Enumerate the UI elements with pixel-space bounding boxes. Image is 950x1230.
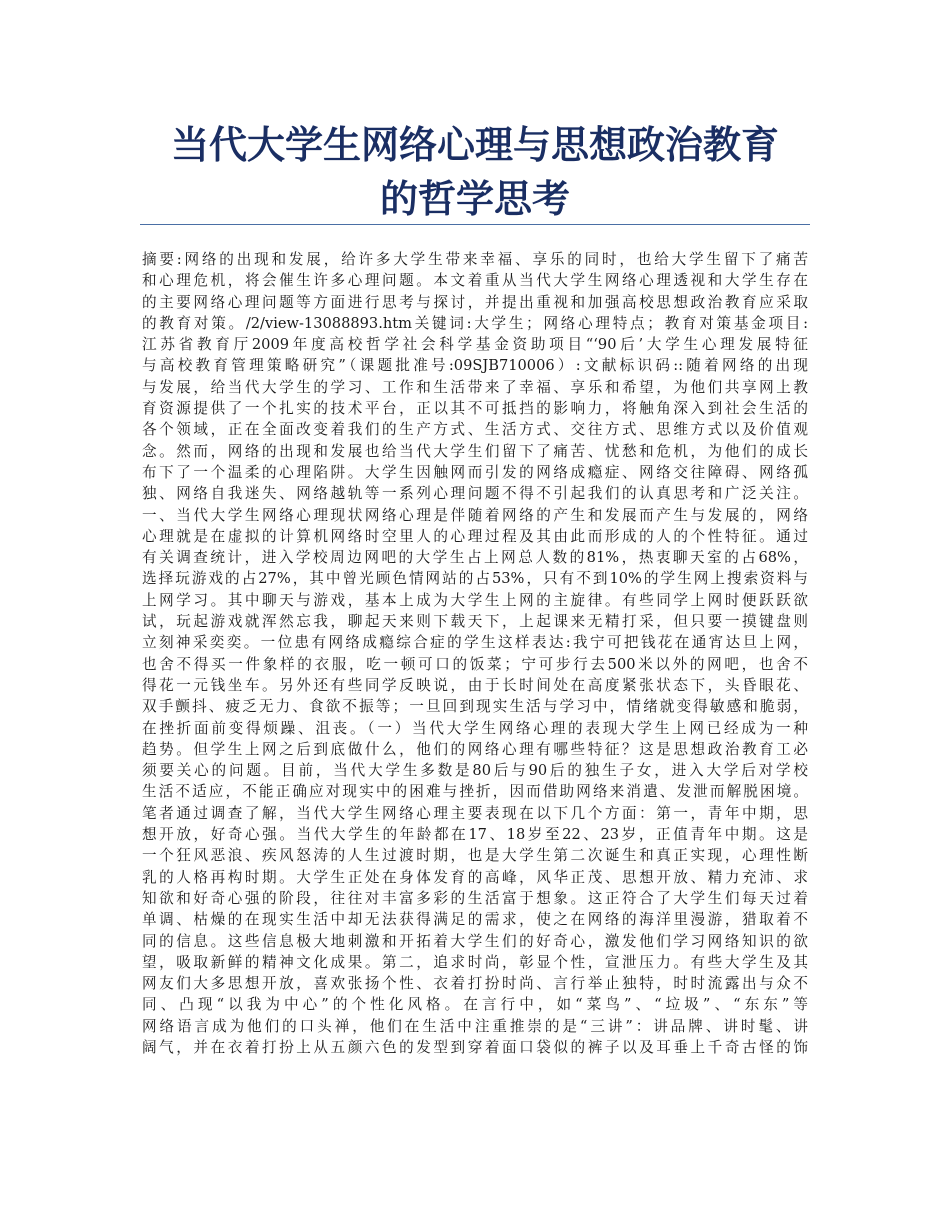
body-line: 上网学习。其中聊天与游戏，基本上成为大学生上网的主旋律。有些同学上网时便跃跃欲 bbox=[142, 591, 808, 609]
title-line-1: 当代大学生网络心理与思想政治教育 bbox=[170, 123, 779, 167]
body-line: 生活不适应，不能正确应对现实中的困难与挫折，因而借助网络来消遣、发泄而解脱困境。 bbox=[142, 783, 808, 801]
body-line: 须要关心的问题。目前，当代大学生多数是80后与90后的独生子女，进入大学后对学校 bbox=[142, 762, 808, 780]
body-line: 立刻神采奕奕。一位患有网络成瘾综合症的学生这样表达:我宁可把钱花在通宵达旦上网， bbox=[142, 634, 808, 652]
body-line: 也舍不得买一件象样的衣服，吃一顿可口的饭菜；宁可步行去500米以外的网吧，也舍不 bbox=[142, 655, 808, 673]
body-line: 想开放，好奇心强。当代大学生的年龄都在17、18岁至22、23岁，正值青年中期。这是 bbox=[142, 826, 808, 844]
body-line: 江苏省教育厅2009年度高校哲学社会科学基金资助项目“‘90后’大学生心理发展特征 bbox=[142, 336, 808, 354]
body-line: 知欲和好奇心强的阶段，往往对丰富多彩的生活富于想象。这正符合了大学生们每天过着 bbox=[142, 889, 808, 907]
body-line: 摘要:网络的出现和发展，给许多大学生带来幸福、享乐的同时，也给大学生留下了痛苦 bbox=[142, 251, 808, 268]
body-line: 各个领域，正在全面改变着我们的生产方式、生活方式、交往方式、思维方式以及价值观 bbox=[142, 421, 808, 439]
body-line: 心理就是在虚拟的计算机网络时空里人的心理过程及其由此而形成的人的个性特征。通过 bbox=[142, 527, 808, 545]
body-line: 得花一元钱坐车。另外还有些同学反映说，由于长时间处在高度紧张状态下，头昏眼花、 bbox=[142, 676, 808, 694]
body-line: 和心理危机，将会催生许多心理问题。本文着重从当代大学生网络心理透视和大学生存在 bbox=[142, 272, 808, 290]
body-line: 与发展，给当代大学生的学习、工作和生活带来了幸福、享乐和希望，为他们共享网上教 bbox=[142, 378, 808, 396]
body-line: 一个狂风恶浪、疾风怒涛的人生过渡时期，也是大学生第二次诞生和真正实现，心理性断 bbox=[142, 847, 808, 865]
body-line: 在挫折面前变得烦躁、沮丧。（一）当代大学生网络心理的表现大学生上网已经成为一种 bbox=[142, 719, 808, 737]
article-body bbox=[142, 249, 808, 1058]
body-line: 单调、枯燥的在现实生活中却无法获得满足的需求，使之在网络的海洋里漫游，猎取着不 bbox=[142, 911, 808, 929]
title-divider bbox=[140, 224, 810, 225]
body-line: 乳的人格再构时期。大学生正处在身体发育的高峰，风华正茂、思想开放、精力充沛、求 bbox=[142, 868, 808, 886]
body-line: 念。然而，网络的出现和发展也给当代大学生们留下了痛苦、忧愁和危机，为他们的成长 bbox=[142, 442, 808, 460]
body-line: 试，玩起游戏就浑然忘我，聊起天来则下载天下，上起课来无精打采，但只要一摸键盘则 bbox=[142, 613, 808, 631]
body-line: 选择玩游戏的占27%，其中曾光顾色情网站的占53%，只有不到10%的学生网上搜索资料与 bbox=[142, 570, 808, 588]
body-line: 网友们大多思想开放，喜欢张扬个性、衣着打扮时尚、言行举止独特，时时流露出与众不 bbox=[142, 975, 808, 993]
body-line: 一、当代大学生网络心理现状网络心理是伴随着网络的产生和发展而产生与发展的，网络 bbox=[142, 506, 808, 524]
body-line: 与高校教育管理策略研究”（课题批准号:09SJB710006）:文献标识码::随着网络的出现 bbox=[142, 357, 808, 375]
body-line: 笔者通过调查了解，当代大学生网络心理主要表现在以下几个方面：第一，青年中期，思 bbox=[142, 804, 808, 822]
body-line: 的教育对策。/2/view-13088893.htm关键词:大学生；网络心理特点；教育对策基金项目: bbox=[142, 314, 808, 332]
body-line: 独、网络自我迷失、网络越轨等一系列心理问题不得不引起我们的认真思考和广泛关注。 bbox=[142, 485, 808, 503]
document-title bbox=[140, 118, 810, 226]
body-line: 同、凸现“以我为中心”的个性化风格。在言行中，如“菜鸟”、“垃圾”、“东东”等 bbox=[142, 996, 808, 1014]
body-line: 有关调查统计，进入学校周边网吧的大学生占上网总人数的81%，热衷聊天室的占68%， bbox=[142, 549, 808, 567]
body-line: 趋势。但学生上网之后到底做什么，他们的网络心理有哪些特征？这是思想政治教育工必 bbox=[142, 740, 808, 758]
body-line: 望，吸取新鲜的精神文化成果。第二，追求时尚，彰显个性，宣泄压力。有些大学生及其 bbox=[142, 953, 808, 971]
body-line: 布下了一个温柔的心理陷阱。大学生因触网而引发的网络成瘾症、网络交往障碍、网络孤 bbox=[142, 463, 808, 481]
body-line: 的主要网络心理问题等方面进行思考与探讨，并提出重视和加强高校思想政治教育应采取 bbox=[142, 293, 808, 311]
body-line: 双手颤抖、疲乏无力、食欲不振等；一旦回到现实生活与学习中，情绪就变得敏感和脆弱， bbox=[142, 698, 808, 716]
body-line: 网络语言成为他们的口头禅，他们在生活中注重推崇的是“三讲”：讲品牌、讲时髦、讲 bbox=[142, 1017, 808, 1035]
body-line: 同的信息。这些信息极大地刺激和开拓着大学生们的好奇心，激发他们学习网络知识的欲 bbox=[142, 932, 808, 950]
body-line: 阔气，并在衣着打扮上从五颜六色的发型到穿着面口袋似的裤子以及耳垂上千奇古怪的饰 bbox=[142, 1038, 808, 1056]
body-line: 育资源提供了一个扎实的技术平台，正以其不可抵挡的影响力，将触角深入到社会生活的 bbox=[142, 400, 808, 418]
title-line-2: 的哲学思考 bbox=[379, 177, 570, 221]
